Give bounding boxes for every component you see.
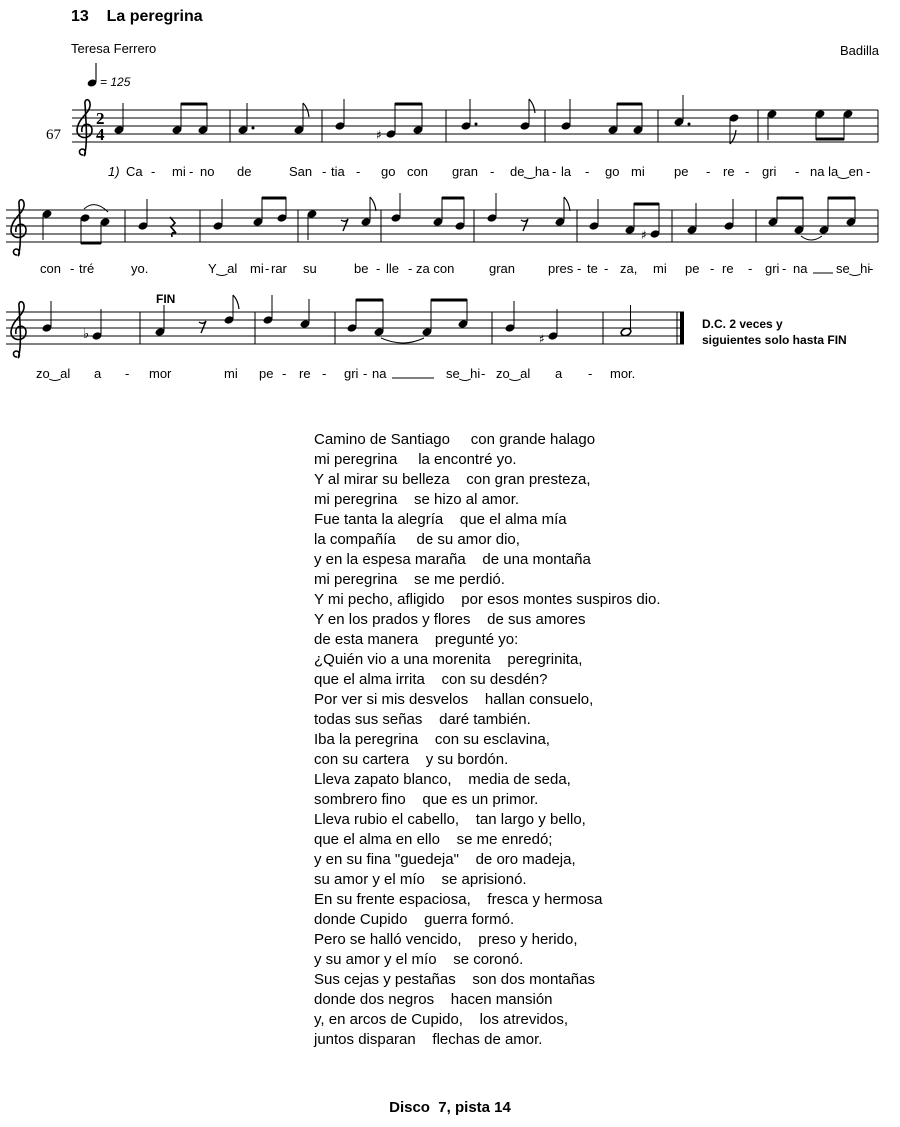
staff-system-1: [46, 95, 878, 179]
verse-line: donde dos negros hacen mansión: [314, 991, 553, 1008]
lyric-syllable: re: [722, 261, 734, 276]
lyric-syllable: mi: [250, 261, 264, 276]
flat-icon: ♭: [83, 327, 90, 342]
lyric-syllable: a: [94, 366, 102, 381]
lyric-syllable: su: [303, 261, 317, 276]
lyric-syllable: rar: [271, 261, 287, 276]
verse-line: todas sus señas daré también.: [314, 711, 531, 728]
sharp-icon: ♯: [376, 128, 382, 142]
lyric-syllable: na: [372, 366, 387, 381]
verse-line: la compañía de su amor dio,: [314, 531, 520, 548]
eighth-rest-icon: [341, 219, 348, 231]
verse-line: y, en arcos de Cupido, los atrevidos,: [314, 1011, 569, 1028]
lyric-syllable: na la‿en: [810, 164, 864, 179]
lyrics-line-2: [40, 261, 873, 276]
lyric-hyphen: -: [706, 164, 711, 179]
lyric-syllable: gran: [452, 164, 479, 179]
lyric-syllable: re: [299, 366, 311, 381]
lyric-syllable: gran: [489, 261, 516, 276]
lyric-syllable: se‿hi: [836, 261, 871, 276]
verse-line: mi peregrina la encontré yo.: [314, 451, 517, 468]
verse-line: con su cartera y su bordón.: [314, 751, 509, 768]
lyric-syllable: mi: [631, 164, 645, 179]
treble-clef-icon: [11, 200, 26, 256]
lyric-hyphen: -: [577, 261, 582, 276]
verse-line: mi peregrina se hizo al amor.: [314, 491, 520, 508]
lyric-syllable: be: [354, 261, 369, 276]
verse-line: ¿Quién vio a una morenita peregrinita,: [314, 651, 583, 668]
verse-line: Sus cejas y pestañas son dos montañas: [314, 971, 595, 988]
verse-line: En su frente espaciosa, fresca y hermosa: [314, 891, 603, 908]
song-number: 13: [71, 8, 89, 25]
lyric-hyphen: -: [710, 261, 715, 276]
treble-clef-icon: [11, 302, 26, 358]
verse-line: Iba la peregrina con su esclavina,: [314, 731, 550, 748]
lyric-hyphen: -: [782, 261, 787, 276]
lyric-hyphen: -: [408, 261, 413, 276]
verse-line: y en su fina "guedeja" de oro madeja,: [314, 851, 576, 868]
lyric-hyphen: -: [795, 164, 800, 179]
time-signature-bottom: 4: [96, 125, 105, 144]
tempo-text: = 125: [100, 75, 131, 89]
lyric-syllable: yo.: [131, 261, 149, 276]
lyric-syllable: de‿ha: [510, 164, 550, 179]
lyric-syllable: la: [561, 164, 572, 179]
verse-line: sombrero fino que es un primor.: [314, 791, 539, 808]
eighth-rest-icon: [199, 321, 206, 333]
lyric-syllable: lle: [386, 261, 400, 276]
verse-line: mi peregrina se me perdió.: [314, 571, 505, 588]
lyric-syllable: Y‿al: [208, 261, 238, 276]
song-name: La peregrina: [106, 8, 203, 25]
lyric-hyphen: -: [265, 261, 270, 276]
verse-line: que el alma irrita con su desdén?: [314, 671, 548, 688]
final-barline: [680, 312, 684, 344]
lyric-syllable: za,: [620, 261, 638, 276]
lyric-hyphen: -: [70, 261, 75, 276]
lyric-syllable: gri: [344, 366, 359, 381]
lyric-hyphen: -: [282, 366, 287, 381]
verse-line: Por ver si mis desvelos hallan consuelo,: [314, 691, 594, 708]
lyric-syllable: pres: [548, 261, 574, 276]
lyric-syllable: go: [605, 164, 620, 179]
lyric-hyphen: -: [322, 366, 327, 381]
lyric-syllable: gri: [762, 164, 777, 179]
lyrics-line-3: [36, 366, 635, 381]
lyric-syllable: no: [200, 164, 215, 179]
lyric-syllable: se‿hi: [446, 366, 481, 381]
time-signature-top: 2: [96, 109, 105, 128]
lyric-hyphen: -: [748, 261, 753, 276]
sharp-icon: ♯: [539, 332, 545, 346]
verse-line: de esta manera pregunté yo:: [314, 631, 519, 648]
disc-track-footer: Disco 7, pista 14: [389, 1099, 511, 1116]
lyric-syllable: go: [381, 164, 396, 179]
lyric-hyphen: -: [363, 366, 368, 381]
dc-instruction-line-2: siguientes solo hasta FIN: [702, 333, 847, 347]
lyric-hyphen: -: [588, 366, 593, 381]
place-credit: Badilla: [839, 43, 879, 58]
lyric-hyphen: -: [490, 164, 495, 179]
song-title: [71, 8, 203, 26]
verse-line: y su amor y el mío se coronó.: [314, 951, 524, 968]
verse-line: donde Cupido guerra formó.: [314, 911, 515, 928]
lyric-syllable: pe: [259, 366, 274, 381]
verse-line: que el alma en ello se me enredó;: [314, 831, 553, 848]
lyric-syllable: mi: [224, 366, 238, 381]
sharp-icon: ♯: [641, 228, 647, 242]
lyric-syllable: na: [793, 261, 808, 276]
lyric-syllable: te: [587, 261, 598, 276]
lyric-hyphen: -: [869, 261, 874, 276]
lyric-syllable: tré: [79, 261, 95, 276]
lyric-syllable: mor.: [610, 366, 636, 381]
staff-system-3: [6, 292, 847, 381]
lyric-syllable: a: [555, 366, 563, 381]
lyric-syllable: con: [407, 164, 428, 179]
lyric-syllable: re: [723, 164, 735, 179]
verse-line: su amor y el mío se aprisionó.: [314, 871, 527, 888]
lyric-hyphen: -: [745, 164, 750, 179]
verse-line: Y al mirar su belleza con gran presteza,: [314, 471, 591, 488]
lyric-hyphen: -: [356, 164, 361, 179]
composer-credit: Teresa Ferrero: [71, 41, 157, 56]
lyric-syllable: mor: [149, 366, 172, 381]
verse-line: Pero se halló vencido, preso y herido,: [314, 931, 578, 948]
music-score: [0, 60, 900, 390]
lyric-hyphen: -: [376, 261, 381, 276]
lyrics-line-1: [108, 164, 870, 179]
verses-block: [314, 430, 661, 1050]
lyric-syllable: gri: [765, 261, 780, 276]
verse-line: Camino de Santiago con grande halago: [314, 431, 596, 448]
lyric-syllable: mi: [653, 261, 667, 276]
lyric-hyphen: -: [125, 366, 130, 381]
lyric-syllable: mi: [172, 164, 186, 179]
treble-clef-icon: [77, 100, 92, 156]
dc-instruction-line-1: D.C. 2 veces y: [702, 317, 783, 331]
lyric-syllable: tia: [331, 164, 345, 179]
lyric-syllable: San: [289, 164, 313, 179]
lyric-hyphen: -: [866, 164, 871, 179]
lyric-hyphen: -: [585, 164, 590, 179]
lyric-hyphen: -: [481, 366, 486, 381]
lyric-syllable: pe: [685, 261, 700, 276]
lyric-syllable: pe: [674, 164, 689, 179]
lyric-hyphen: -: [322, 164, 327, 179]
lyric-hyphen: -: [151, 164, 156, 179]
verse-line: juntos disparan flechas de amor.: [314, 1031, 543, 1048]
system-number: 67: [46, 127, 61, 143]
lyric-hyphen: -: [552, 164, 557, 179]
verse-line: y en la espesa maraña de una montaña: [314, 551, 591, 568]
verse-marker: 1): [108, 164, 120, 179]
lyric-syllable: con: [40, 261, 61, 276]
verse-line: Lleva rubio el cabello, tan largo y bello,: [314, 811, 586, 828]
verse-line: Y mi pecho, afligido por esos montes suspiros dio.: [314, 591, 661, 608]
lyric-hyphen: -: [604, 261, 609, 276]
fin-label: FIN: [156, 292, 176, 306]
verse-line: Lleva zapato blanco, media de seda,: [314, 771, 571, 788]
lyric-syllable: zo‿al: [496, 366, 531, 381]
verse-line: Y en los prados y flores de sus amores: [314, 611, 586, 628]
lyric-syllable: Ca: [126, 164, 143, 179]
eighth-rest-icon: [521, 219, 528, 231]
lyric-syllable: de: [237, 164, 252, 179]
tempo-marking: [87, 63, 131, 89]
staff-system-2: [6, 193, 878, 276]
lyric-syllable: zo‿al: [36, 366, 71, 381]
verse-line: Fue tanta la alegría que el alma mía: [314, 511, 567, 528]
lyric-syllable: za con: [416, 261, 455, 276]
lyric-hyphen: -: [189, 164, 194, 179]
